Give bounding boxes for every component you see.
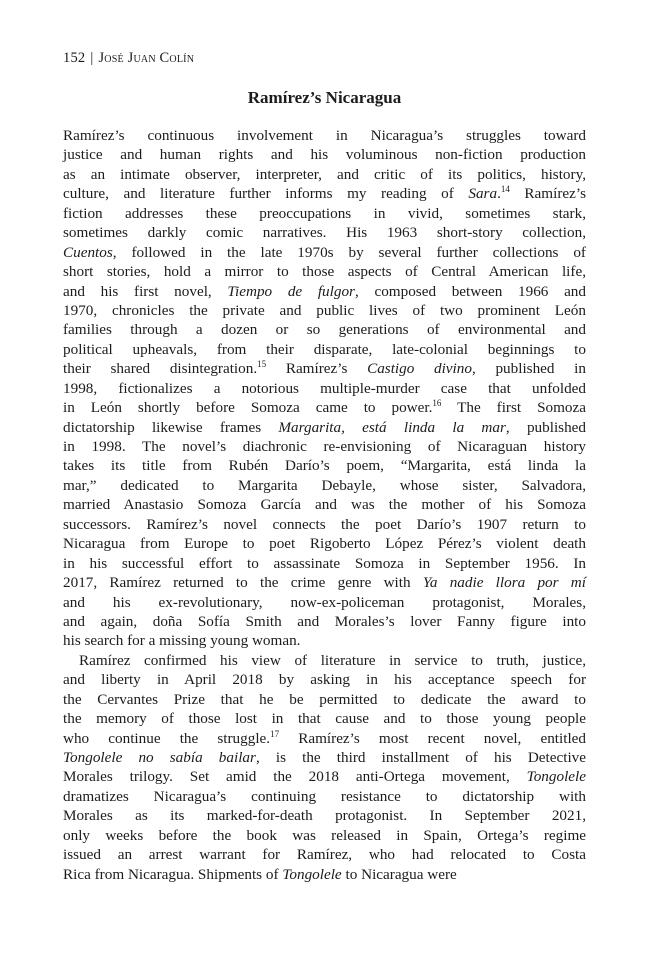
text-line: [63, 806, 586, 825]
text-line: [63, 437, 586, 456]
text-run: Ramírez’s: [266, 360, 368, 378]
footnote-ref: 17: [270, 728, 280, 739]
text-run: culture, and literature further informs my reading of: [63, 185, 469, 203]
text-line: [63, 398, 586, 417]
italic-title: Sara: [468, 185, 498, 203]
body-text: [63, 126, 586, 884]
text-run: married Anastasio Somoza García and was the mother of his Somoza: [63, 496, 586, 514]
text-line: [63, 554, 586, 573]
text-run: only weeks before the book was released in Spain, Ortega’s regime: [63, 826, 586, 844]
text-run: in his successful effort to assassinate Somoza in September 1956. In: [63, 554, 586, 572]
text-line: [63, 359, 586, 378]
text-line: [63, 845, 586, 864]
text-line: [63, 204, 586, 223]
footnote-ref: 15: [257, 359, 267, 370]
text-run: , published: [505, 418, 586, 436]
text-run: families through a dozen or so generations of environmental and: [63, 321, 586, 339]
text-line: [63, 573, 586, 592]
text-run: 1998, fictionalizes a notorious multiple-murder case that unfolded: [63, 379, 586, 397]
text-line: [63, 262, 586, 281]
italic-title: Tongolele: [526, 768, 586, 786]
text-run: dramatizes Nicaragua’s continuing resistance to dictatorship with: [63, 787, 586, 805]
footnote-ref: 16: [432, 398, 442, 409]
text-run: dictatorship likewise frames: [63, 418, 279, 436]
text-run: , composed between 1966 and: [354, 282, 586, 300]
text-run: in 1998. The novel’s diachronic re-envisioning of Nicaraguan history: [63, 438, 586, 455]
text-line: [63, 223, 586, 242]
text-line: [63, 787, 586, 806]
text-line: [63, 690, 586, 709]
text-line: [63, 418, 586, 437]
text-run: Morales trilogy. Set amid the 2018 anti-Ortega movement,: [63, 768, 527, 786]
text-run: and his first novel,: [63, 282, 228, 300]
text-run: Ramírez confirmed his view of literature in service to truth, justice,: [79, 651, 586, 669]
text-run: justice and human rights and his voluminous non-fiction production: [63, 146, 586, 164]
text-run: Ramírez’s most recent novel, entitled: [279, 729, 587, 747]
running-head: [63, 50, 194, 67]
text-run: Morales as its marked-for-death protagonist. In September 2021,: [63, 807, 586, 825]
italic-title: Ya nadie llora por mí: [422, 574, 586, 592]
text-run: and again, doña Sofía Smith and Morales’s lover Fanny figure into: [63, 612, 586, 630]
text-line: [63, 184, 586, 203]
text-line: [63, 631, 586, 650]
text-line: [63, 456, 586, 475]
text-run: , is the third installment of his Detective: [255, 749, 587, 766]
text-run: to Nicaragua were: [341, 865, 457, 883]
text-run: the memory of those lost in that cause and to those young people: [63, 710, 586, 728]
text-line: [63, 729, 586, 748]
text-line: [63, 865, 586, 884]
text-line: [63, 320, 586, 339]
text-line: [63, 612, 586, 631]
text-line: [63, 243, 586, 262]
italic-title: Tongolele: [282, 865, 342, 883]
text-line: [63, 301, 586, 320]
italic-title: Tiempo de fulgor: [227, 282, 355, 300]
text-run: who continue the struggle.: [63, 729, 271, 747]
text-run: Ramírez’s continuous involvement in Nicaragua’s struggles toward: [63, 127, 586, 144]
text-run: .: [497, 185, 501, 203]
text-run: Rica from Nicaragua. Shipments of: [63, 865, 283, 883]
text-line: [63, 593, 586, 612]
footnote-ref: 14: [500, 184, 510, 195]
text-run: , published in: [471, 360, 586, 378]
text-run: takes its title from Rubén Darío’s poem, “Margarita, está linda la: [63, 457, 586, 475]
text-line: [63, 826, 586, 845]
text-line: [63, 340, 586, 359]
text-line: [63, 165, 586, 184]
text-line: [63, 126, 586, 145]
text-line: [63, 282, 586, 301]
text-line: [63, 651, 586, 670]
text-run: political upheavals, from their disparate, late-colonial beginnings to: [63, 340, 586, 358]
text-line: [63, 748, 586, 767]
paragraph: [63, 651, 586, 884]
text-run: The first Somoza: [441, 399, 586, 417]
text-run: and liberty in April 2018 by asking in his acceptance speech for: [63, 671, 586, 689]
italic-title: Cuentos: [63, 243, 113, 261]
text-line: [63, 495, 586, 514]
text-run: mar,” dedicated to Margarita Debayle, whose sister, Salvadora,: [63, 476, 586, 494]
text-line: [63, 670, 586, 689]
text-run: 2017, Ramírez returned to the crime genre with: [63, 574, 423, 592]
text-line: [63, 145, 586, 164]
running-head-author: José Juan Colín: [98, 50, 195, 66]
italic-title: Margarita, está linda la mar: [278, 418, 506, 436]
text-line: [63, 515, 586, 534]
text-run: the Cervantes Prize that he be permitted to dedicate the award to: [63, 690, 586, 708]
text-run: Ramírez’s: [509, 185, 586, 203]
text-run: issued an arrest warrant for Ramírez, who had relocated to Costa: [63, 846, 586, 864]
text-run: fiction addresses these preoccupations in vivid, sometimes stark,: [63, 204, 586, 222]
text-line: [63, 709, 586, 728]
text-run: in León shortly before Somoza came to power.: [63, 399, 433, 417]
text-run: sometimes darkly comic narratives. His 1963 short-story collection,: [63, 224, 586, 242]
text-line: [63, 767, 586, 786]
running-head-separator: |: [90, 50, 94, 66]
paragraph: [63, 126, 586, 651]
text-run: Nicaragua from Europe to poet Rigoberto López Pérez’s violent death: [63, 535, 586, 553]
text-run: successors. Ramírez’s novel connects the poet Darío’s 1907 return to: [63, 515, 586, 533]
section-heading: Ramírez’s Nicaragua: [247, 88, 402, 107]
text-run: 1970, chronicles the private and public lives of two prominent León: [63, 301, 586, 319]
italic-title: Castigo divino: [367, 360, 472, 378]
text-run: as an intimate observer, interpreter, and critic of its politics, history,: [63, 165, 586, 183]
text-run: his search for a missing young woman.: [63, 632, 301, 650]
text-line: [63, 476, 586, 495]
page-number: 152: [63, 50, 86, 66]
text-run: short stories, hold a mirror to those aspects of Central American life,: [63, 263, 586, 281]
text-line: [63, 379, 586, 398]
text-run: and his ex-revolutionary, now-ex-policeman protagonist, Morales,: [63, 593, 586, 611]
text-line: [63, 534, 586, 553]
italic-title: Tongolele no sabía bailar: [63, 749, 256, 766]
text-run: , followed in the late 1970s by several further collections of: [112, 243, 586, 261]
text-run: their shared disintegration.: [63, 360, 258, 378]
